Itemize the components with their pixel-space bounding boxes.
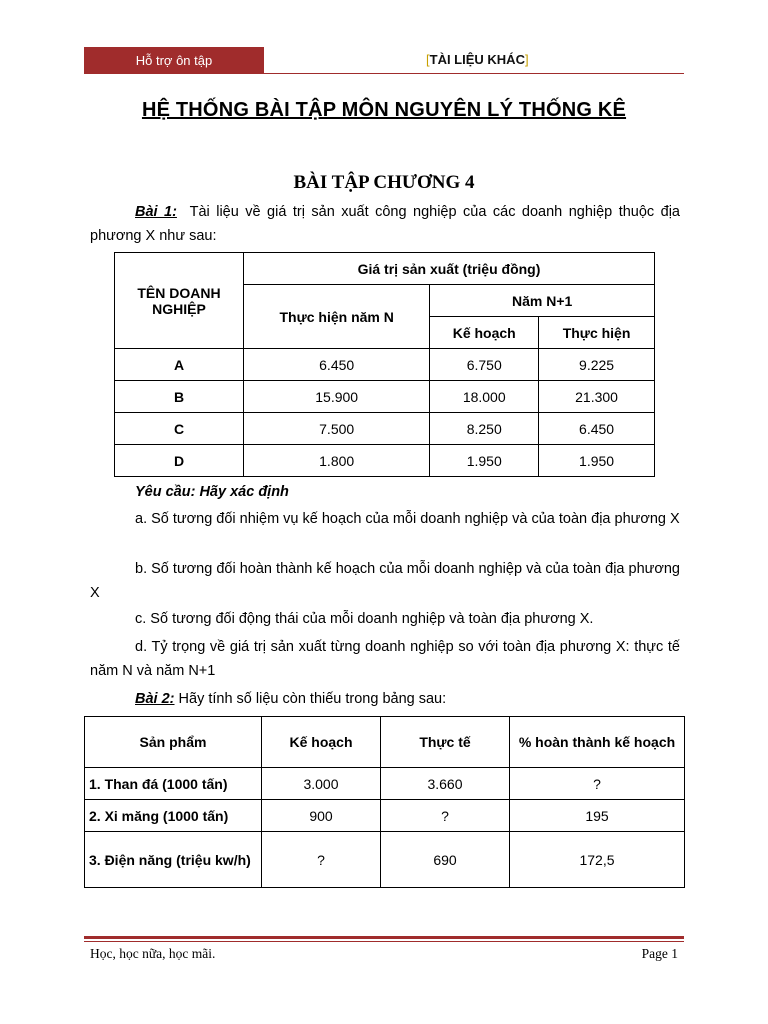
bai1-requirement: Yêu cầu: Hãy xác định xyxy=(135,484,289,500)
value-plan: 8.250 xyxy=(430,413,539,445)
chapter-title: BÀI TẬP CHƯƠNG 4 xyxy=(293,172,475,193)
product-name: 1. Than đá (1000 tấn) xyxy=(85,768,262,800)
footer-rule-thick xyxy=(84,936,684,939)
table-row xyxy=(115,445,655,477)
value-actual-n: 15.900 xyxy=(244,381,430,413)
value-plan: 1.950 xyxy=(430,445,539,477)
bai1-item-a: a. Số tương đối nhiệm vụ kế hoạch của mỗi doanh nghiệp và của toàn địa phương X xyxy=(135,511,680,527)
header-company: TÊN DOANH NGHIỆP xyxy=(115,253,244,349)
bai1-item-c: c. Số tương đối động thái của mỗi doanh nghiệp và toàn địa phương X. xyxy=(135,611,594,627)
header-actual: Thực hiện xyxy=(539,317,655,349)
footer-motto: Học, học nữa, học mãi. xyxy=(90,946,216,961)
value-plan: 6.750 xyxy=(430,349,539,381)
company-name: A xyxy=(115,349,244,381)
value-actual: 9.225 xyxy=(539,349,655,381)
header-tab xyxy=(84,47,264,74)
value-actual: 6.450 xyxy=(539,413,655,445)
value-actual-n: 6.450 xyxy=(244,349,430,381)
product-name: 3. Điện năng (triệu kw/h) xyxy=(85,832,262,888)
value-completion: 172,5 xyxy=(510,832,685,888)
bai1-label: Bài 1: xyxy=(135,204,177,220)
bai2-intro-text: Hãy tính số liệu còn thiếu trong bảng sau: xyxy=(178,691,447,707)
table-row xyxy=(85,768,685,800)
value-plan: ? xyxy=(262,832,381,888)
document-title: HỆ THỐNG BÀI TẬP MÔN NGUYÊN LÝ THỐNG KÊ xyxy=(141,99,627,121)
value-actual-n: 7.500 xyxy=(244,413,430,445)
table-row xyxy=(85,832,685,888)
production-value-table xyxy=(114,252,655,477)
table-row xyxy=(115,349,655,381)
value-actual-n: 1.800 xyxy=(244,445,430,477)
header-plan: Kế hoạch xyxy=(430,317,539,349)
company-name: C xyxy=(115,413,244,445)
value-actual: 1.950 xyxy=(539,445,655,477)
footer-rule-thin xyxy=(84,941,684,942)
value-plan: 900 xyxy=(262,800,381,832)
value-actual: 21.300 xyxy=(539,381,655,413)
header-tab-label: Hỗ trợ ôn tập xyxy=(135,53,213,68)
header-plan: Kế hoạch xyxy=(262,717,381,768)
value-actual: 690 xyxy=(381,832,510,888)
header-product: Sản phẩm xyxy=(85,717,262,768)
product-table xyxy=(84,716,685,888)
bai1-intro-text: Tài liệu về giá trị sản xuất công nghiệp của các doanh nghiệp thuộc địa phương X như sau: xyxy=(90,204,680,244)
header-actual: Thực tế xyxy=(381,717,510,768)
value-actual: 3.660 xyxy=(381,768,510,800)
header-actual-year-n: Thực hiện năm N xyxy=(244,285,430,349)
product-name: 2. Xi măng (1000 tấn) xyxy=(85,800,262,832)
value-plan: 18.000 xyxy=(430,381,539,413)
bai1-intro xyxy=(90,200,680,248)
bai1-item-d: d. Tỷ trọng về giá trị sản xuất từng doanh nghiệp so với toàn địa phương X: thực tế năm N và năm N+1 xyxy=(90,639,680,679)
value-completion: 195 xyxy=(510,800,685,832)
header-year-n1: Năm N+1 xyxy=(430,285,655,317)
value-plan: 3.000 xyxy=(262,768,381,800)
company-name: D xyxy=(115,445,244,477)
header-production-value: Giá trị sản xuất (triệu đồng) xyxy=(244,253,655,285)
bai1-item-b: b. Số tương đối hoàn thành kế hoạch của mỗi doanh nghiệp và của toàn địa phương X xyxy=(90,561,680,601)
header-right-label: [TÀI LIỆU KHÁC] xyxy=(426,52,529,67)
value-completion: ? xyxy=(510,768,685,800)
bai2-label: Bài 2: xyxy=(135,691,175,707)
table-row xyxy=(115,413,655,445)
table-row xyxy=(85,800,685,832)
bai2-intro xyxy=(90,687,680,711)
page-number: Page 1 xyxy=(641,946,678,961)
header-rule xyxy=(84,73,684,74)
table-row xyxy=(115,381,655,413)
value-actual: ? xyxy=(381,800,510,832)
company-name: B xyxy=(115,381,244,413)
header-completion: % hoàn thành kế hoạch xyxy=(510,717,685,768)
